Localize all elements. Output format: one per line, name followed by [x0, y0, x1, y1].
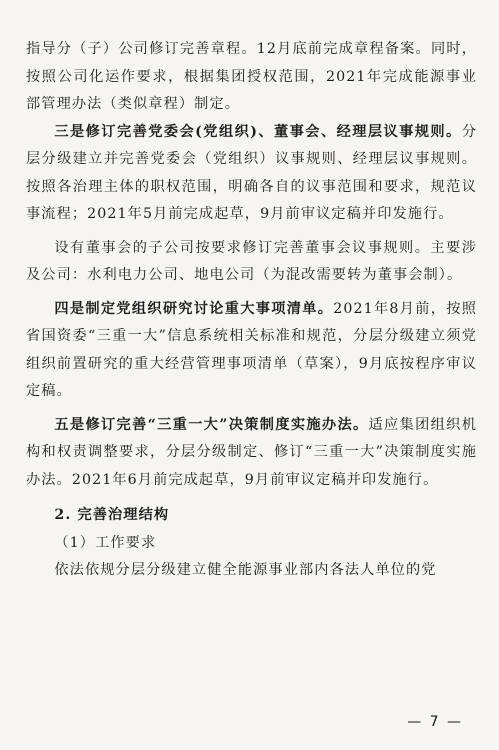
paragraph-meeting-rules: [26, 119, 477, 229]
item-three-text: 分层分级建立并完善党委会（党组织）议事规则、经理层议事规则。按照各治理主体的职权范围，明确各自的议事范围和要求，规范议事流程；2021年5月前完成起草，9月前审议定稿并印发施行。: [26, 123, 477, 222]
paragraph-major-matters: [26, 296, 477, 406]
subsection-heading-requirements: （1）工作要求: [54, 534, 157, 551]
section-heading-governance: 2. 完善治理结构: [54, 507, 170, 523]
paragraph-legal-entities: 依法依规分层分级建立健全能源事业部内各法人单位的党: [54, 562, 437, 578]
item-four-text: 2021年8月前，按照省国资委“三重一大”信息系统相关标准和规范，分层分级建立须党组织前置研究的重大经营管理事项清单（草案），9月底按程序审议定稿。: [26, 300, 477, 399]
item-five-heading: 五是修订完善“三重一大”决策制度实施办法。: [54, 416, 369, 433]
item-four-heading: 四是制定党组织研究讨论重大事项清单。: [54, 300, 334, 317]
paragraph-board-rules: 设有董事会的子公司按要求修订完善董事会议事规则。主要涉及公司：水利电力公司、地电公司（为混改需要转为董事会制）。: [26, 239, 477, 283]
page-number: — 7 —: [407, 714, 463, 730]
item-five-text: 适应集团组织机构和权责调整要求，分层分级制定、修订“三重一大”决策制度实施办法。2021年6月前完成起草，9月前审议定稿并印发施行。: [26, 416, 477, 488]
paragraph-charter: 指导分（子）公司修订完善章程。12月底前完成章程备案。同时，按照公司化运作要求，根据集团授权范围，2021年完成能源事业部管理办法（类似章程）制定。: [26, 41, 477, 112]
item-three-heading: 三是修订完善党委会(党组织)、董事会、经理层议事规则。: [54, 123, 462, 140]
paragraph-decision-system: [26, 412, 477, 495]
